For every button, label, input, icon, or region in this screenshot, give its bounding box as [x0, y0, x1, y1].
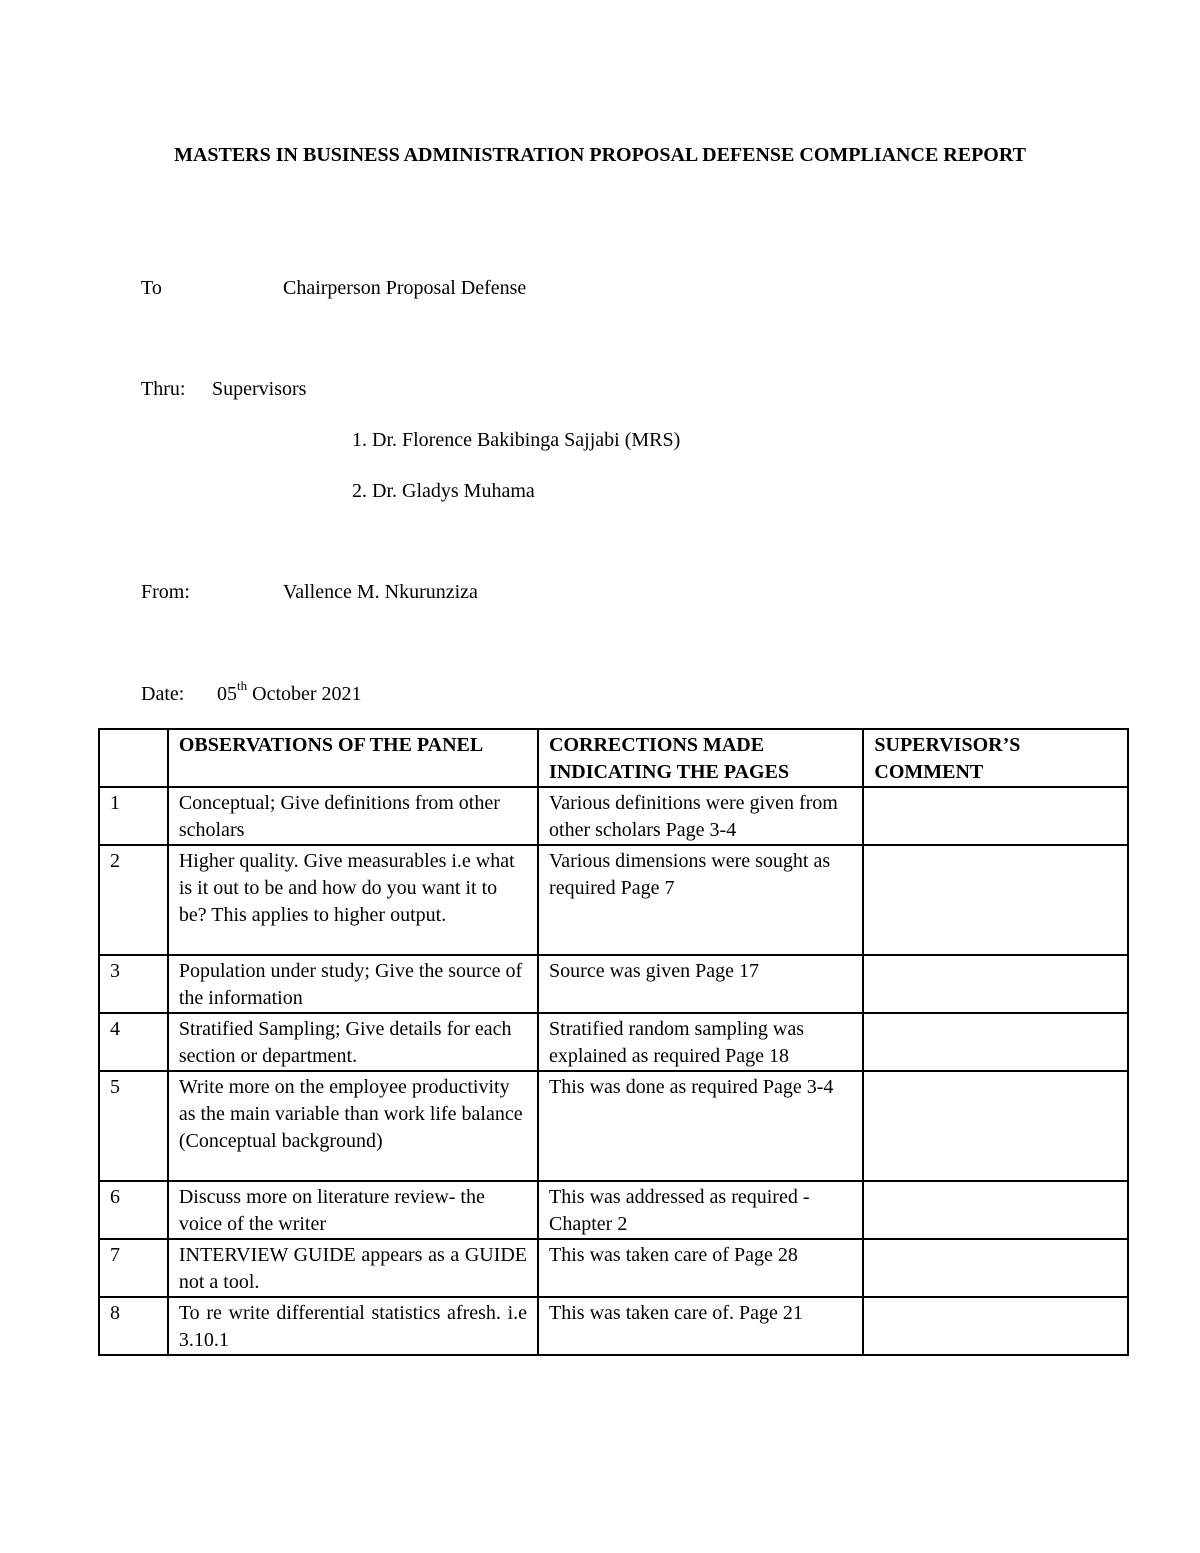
- table-row: [99, 1181, 1128, 1239]
- correction-cell: This was done as required Page 3-4: [538, 1071, 863, 1181]
- compliance-table: [98, 728, 1129, 1356]
- table-row: [99, 1071, 1128, 1181]
- row-number: 6: [99, 1181, 168, 1239]
- correction-cell: This was taken care of Page 28: [538, 1239, 863, 1297]
- comment-cell: [863, 1297, 1128, 1355]
- comment-cell: [863, 787, 1128, 845]
- observation-cell: INTERVIEW GUIDE appears as a GUIDE not a tool.: [168, 1239, 538, 1297]
- date-line: [141, 678, 741, 706]
- observation-cell: Higher quality. Give measurables i.e what is it out to be and how do you want it to be? This applies to higher output.: [168, 845, 538, 955]
- date-rest: October 2021: [247, 683, 362, 705]
- header-number: [99, 729, 168, 787]
- correction-cell: This was addressed as required -Chapter 2: [538, 1181, 863, 1239]
- thru-line: [141, 377, 741, 401]
- table-row: [99, 845, 1128, 955]
- row-number: 5: [99, 1071, 168, 1181]
- row-number: 4: [99, 1013, 168, 1071]
- header-supervisor-comment: SUPERVISOR’S COMMENT: [863, 729, 1128, 787]
- row-number: 2: [99, 845, 168, 955]
- supervisor-item: 1. Dr. Florence Bakibinga Sajjabi (MRS): [352, 429, 681, 451]
- table-row: [99, 1239, 1128, 1297]
- correction-cell: Various dimensions were sought as required Page 7: [538, 845, 863, 955]
- observation-cell: Stratified Sampling; Give details for each section or department.: [168, 1013, 538, 1071]
- observation-cell: Population under study; Give the source of the information: [168, 955, 538, 1013]
- to-value: Chairperson Proposal Defense: [283, 277, 527, 299]
- correction-cell: This was taken care of. Page 21: [538, 1297, 863, 1355]
- correction-cell: Stratified random sampling was explained as required Page 18: [538, 1013, 863, 1071]
- row-number: 3: [99, 955, 168, 1013]
- date-suffix: th: [237, 678, 248, 694]
- supervisor-list: [352, 428, 680, 530]
- comment-cell: [863, 1181, 1128, 1239]
- observation-cell: Discuss more on literature review- the voice of the writer: [168, 1181, 538, 1239]
- to-line: [141, 276, 741, 300]
- table-row: [99, 955, 1128, 1013]
- comment-cell: [863, 1239, 1128, 1297]
- date-value: [217, 678, 362, 706]
- table-header-row: [99, 729, 1128, 787]
- from-label: From:: [141, 581, 190, 603]
- row-number: 8: [99, 1297, 168, 1355]
- row-number: 1: [99, 787, 168, 845]
- header-observations: OBSERVATIONS OF THE PANEL: [168, 729, 538, 787]
- row-number: 7: [99, 1239, 168, 1297]
- observation-cell: Conceptual; Give definitions from other scholars: [168, 787, 538, 845]
- table-row: [99, 1297, 1128, 1355]
- comment-cell: [863, 845, 1128, 955]
- date-day: 05: [217, 683, 237, 705]
- correction-cell: Various definitions were given from other scholars Page 3-4: [538, 787, 863, 845]
- comment-cell: [863, 1013, 1128, 1071]
- thru-value: Supervisors: [212, 378, 307, 400]
- comment-cell: [863, 955, 1128, 1013]
- thru-label: Thru:: [141, 378, 186, 400]
- correction-cell: Source was given Page 17: [538, 955, 863, 1013]
- date-label: Date:: [141, 683, 185, 705]
- from-line: [141, 580, 741, 604]
- header-corrections: CORRECTIONS MADE INDICATING THE PAGES: [538, 729, 863, 787]
- to-label: To: [141, 277, 162, 299]
- comment-cell: [863, 1071, 1128, 1181]
- supervisor-item: 2. Dr. Gladys Muhama: [352, 480, 535, 502]
- page-title: MASTERS IN BUSINESS ADMINISTRATION PROPOSAL DEFENSE COMPLIANCE REPORT: [174, 144, 1026, 166]
- table-row: [99, 1013, 1128, 1071]
- observation-cell: Write more on the employee productivity as the main variable than work life balance (Conceptual background): [168, 1071, 538, 1181]
- observation-cell: To re write differential statistics afresh. i.e 3.10.1: [168, 1297, 538, 1355]
- table-row: [99, 787, 1128, 845]
- from-value: Vallence M. Nkurunziza: [283, 581, 478, 603]
